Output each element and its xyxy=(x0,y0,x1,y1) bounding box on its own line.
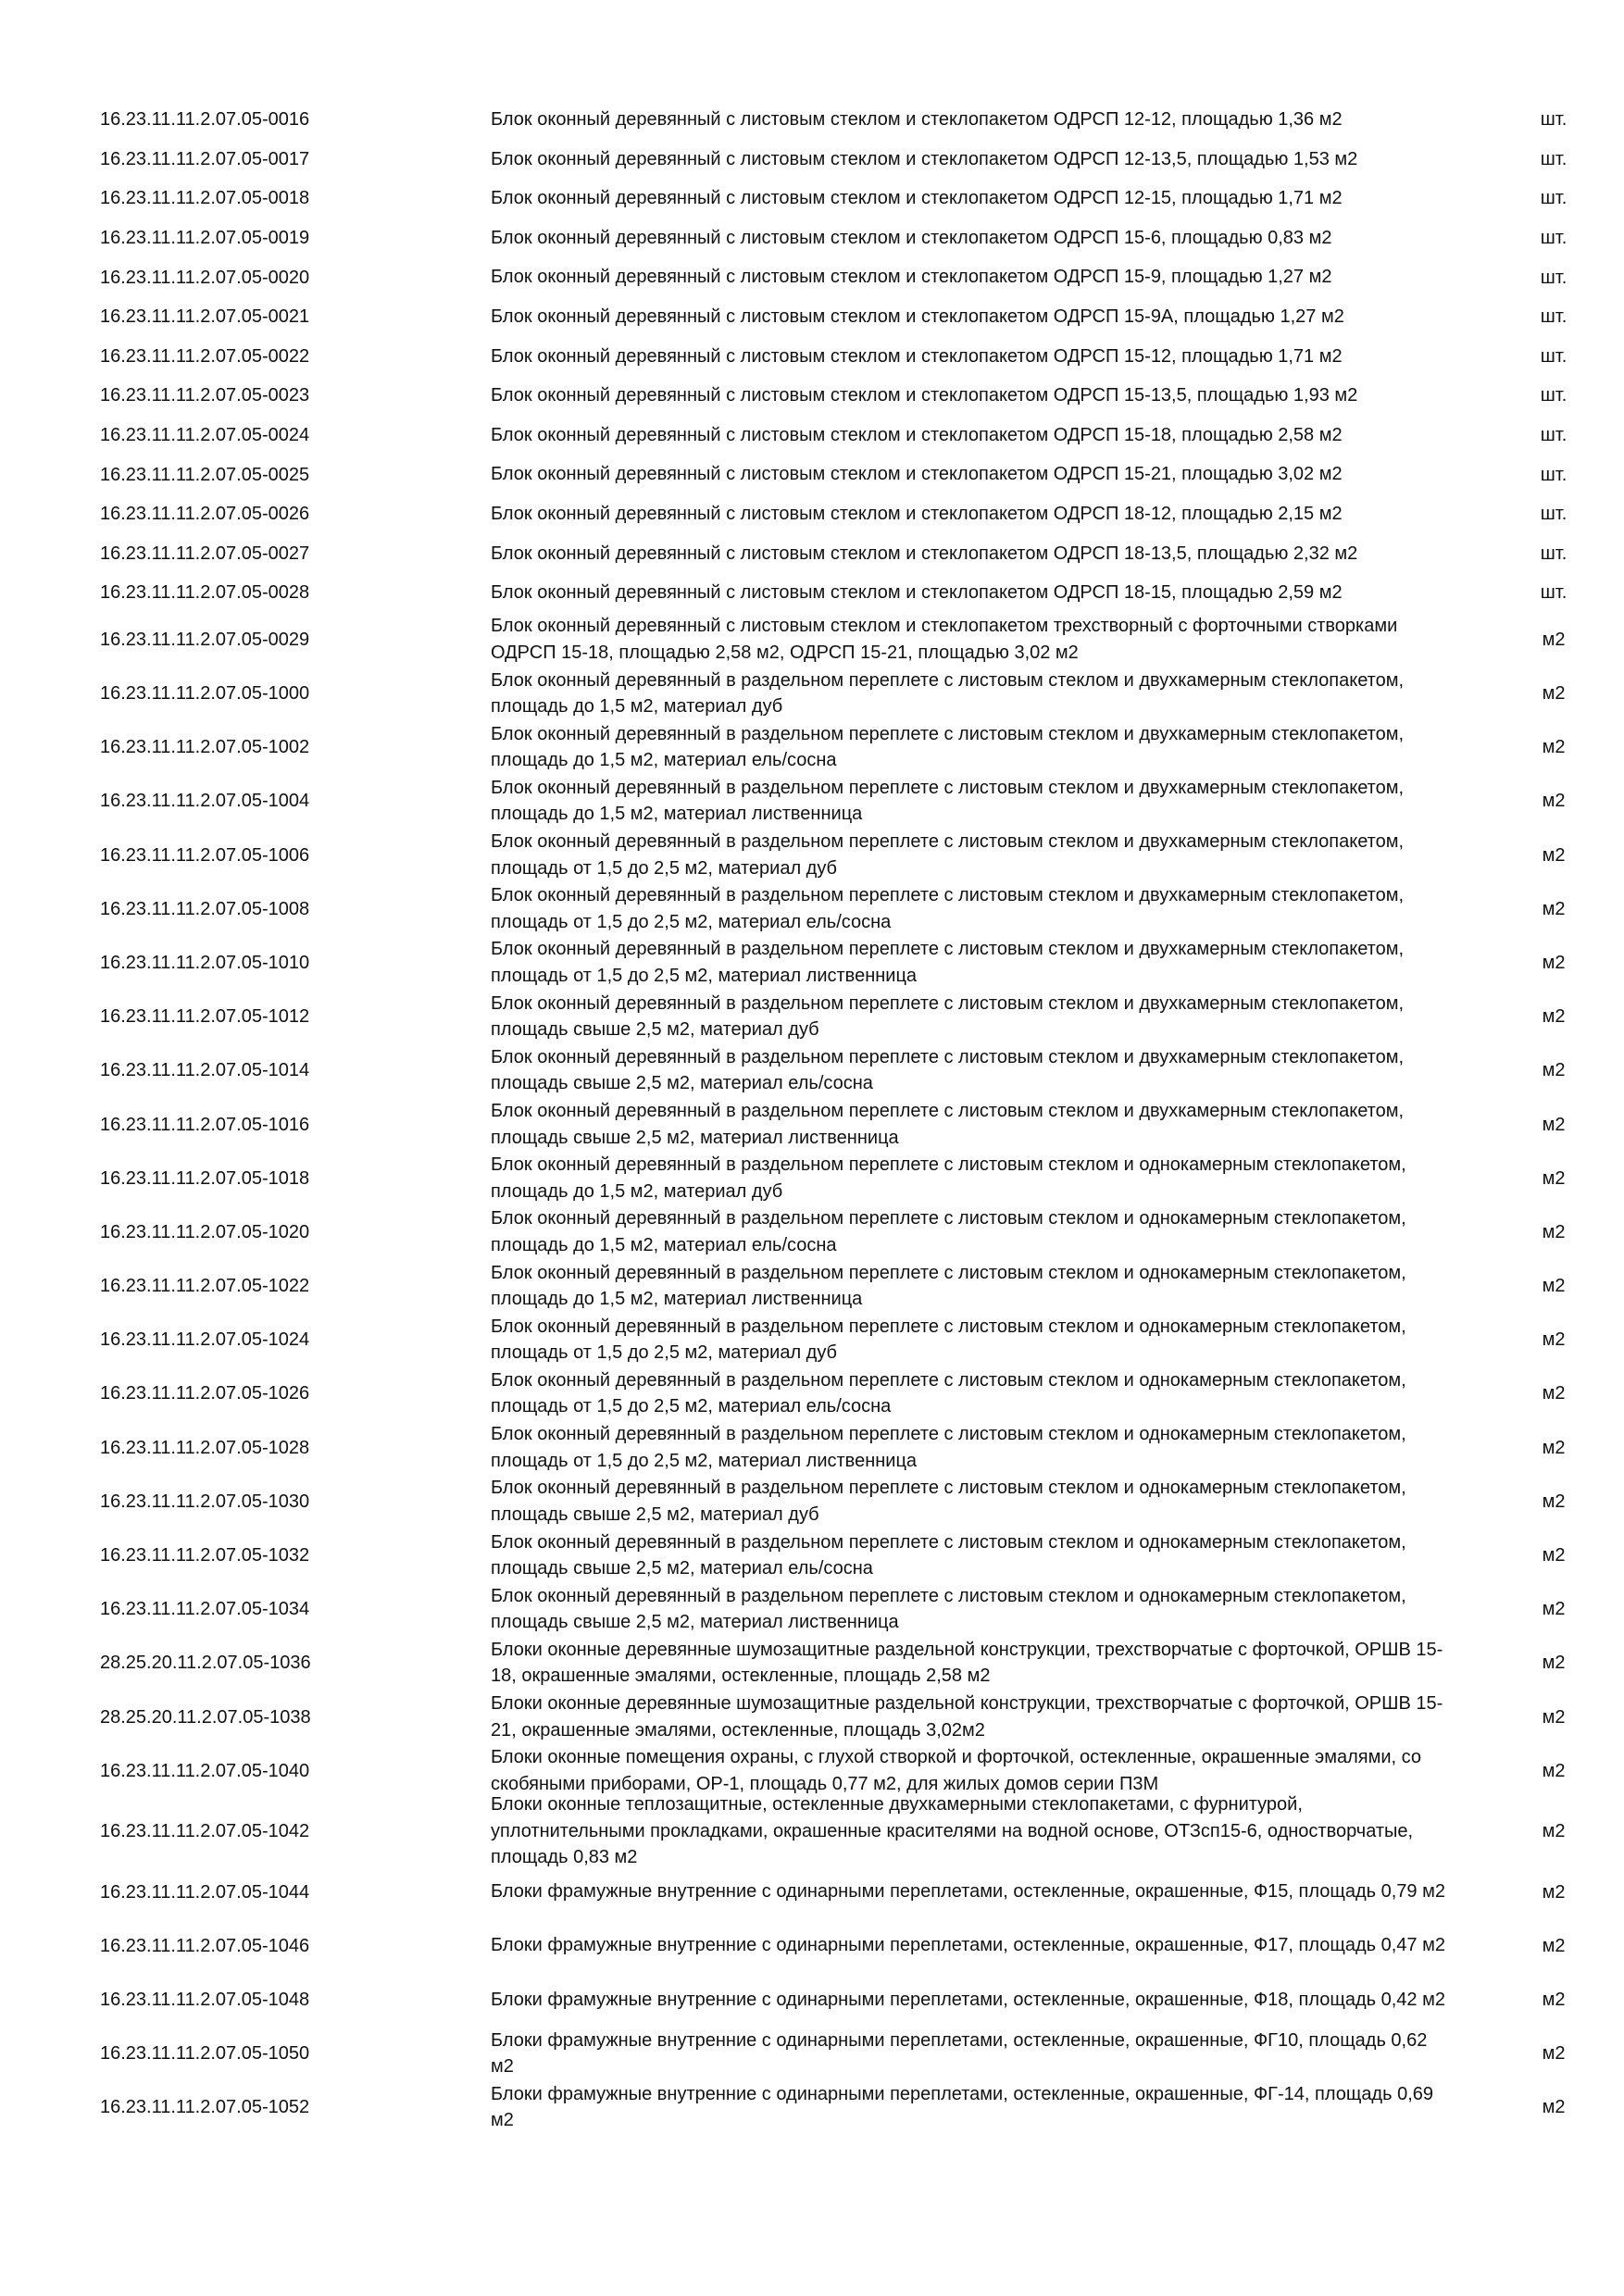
row-code: 16.23.11.11.2.07.05-0029 xyxy=(100,629,310,650)
row-name: Блоки оконные деревянные шумозащитные раздельной конструкции, трехстворчатые с форточкой, ОРШВ 15-21, окрашенные эмалями, остекленные, площадь 3,02м2 xyxy=(491,1693,1443,1741)
row-name: Блоки оконные помещения охраны, с глухой створкой и форточкой, остекленные, окрашенные эмалями, со скобяными приборами, ОР-1, площадь 0,77 м2, для жилых домов серии П3М xyxy=(491,1747,1422,1794)
row-unit: м2 xyxy=(1542,1760,1566,1781)
row-unit: м2 xyxy=(1542,1881,1566,1903)
price-table xyxy=(0,100,1624,2134)
row-code: 16.23.11.11.2.07.05-1026 xyxy=(100,1383,310,1404)
row-unit: шт. xyxy=(1540,188,1568,209)
row-code: 16.23.11.11.2.07.05-1052 xyxy=(100,2097,310,2118)
table-row xyxy=(0,100,1624,140)
row-unit: шт. xyxy=(1540,148,1568,169)
row-code: 16.23.11.11.2.07.05-1032 xyxy=(100,1545,310,1566)
table-row xyxy=(0,376,1624,416)
table-row xyxy=(0,1690,1624,1743)
table-row xyxy=(0,218,1624,258)
row-name: Блок оконный деревянный с листовым стеклом и стеклопакетом ОДРСП 15-21, площадью 3,02 м2 xyxy=(491,464,1343,485)
table-row xyxy=(0,534,1624,574)
table-row xyxy=(0,1475,1624,1529)
row-unit: м2 xyxy=(1542,1491,1566,1512)
row-code: 16.23.11.11.2.07.05-0025 xyxy=(100,464,310,485)
table-row xyxy=(0,2080,1624,2134)
row-name: Блок оконный деревянный в раздельном переплете с листовым стеклом и однокамерным стеклопакетом, площадь до 1,5 м2, материал ель/сосна xyxy=(491,1208,1406,1255)
row-code: 16.23.11.11.2.07.05-0024 xyxy=(100,425,310,446)
row-code: 16.23.11.11.2.07.05-0021 xyxy=(100,306,310,328)
row-name: Блок оконный деревянный в раздельном переплете с листовым стеклом и двухкамерным стеклопакетом, площадь до 1,5 м2, материал ель/сосна xyxy=(491,723,1405,771)
row-unit: шт. xyxy=(1540,385,1568,406)
row-unit: м2 xyxy=(1542,1114,1566,1135)
row-unit: м2 xyxy=(1542,1329,1566,1351)
row-unit: м2 xyxy=(1542,683,1566,704)
row-code: 16.23.11.11.2.07.05-1034 xyxy=(100,1599,310,1620)
row-name: Блок оконный деревянный в раздельном переплете с листовым стеклом и однокамерным стеклопакетом, площадь от 1,5 до 2,5 м2, материал дуб xyxy=(491,1316,1406,1364)
row-unit: м2 xyxy=(1542,952,1566,973)
row-unit: м2 xyxy=(1542,791,1566,812)
table-row xyxy=(0,1529,1624,1582)
row-code: 16.23.11.11.2.07.05-1022 xyxy=(100,1276,310,1297)
row-code: 16.23.11.11.2.07.05-1042 xyxy=(100,1821,310,1842)
row-name: Блоки фрамужные внутренние с одинарными переплетами, остекленные, окрашенные, Ф15, площадь 0,79 м2 xyxy=(491,1881,1445,1903)
table-row xyxy=(0,416,1624,455)
table-row xyxy=(0,1744,1624,1798)
table-row xyxy=(0,720,1624,774)
row-code: 16.23.11.11.2.07.05-1046 xyxy=(100,1935,310,1956)
table-row xyxy=(0,936,1624,990)
row-name: Блок оконный деревянный в раздельном переплете с листовым стеклом и двухкамерным стеклопакетом, площадь от 1,5 до 2,5 м2, материал дуб xyxy=(491,831,1405,879)
table-row xyxy=(0,1313,1624,1366)
table-row xyxy=(0,2027,1624,2080)
row-code: 16.23.11.11.2.07.05-1050 xyxy=(100,2043,310,2065)
row-code: 16.23.11.11.2.07.05-1024 xyxy=(100,1329,310,1351)
row-unit: шт. xyxy=(1540,425,1568,446)
row-code: 16.23.11.11.2.07.05-0027 xyxy=(100,543,310,564)
row-name: Блок оконный деревянный в раздельном переплете с листовым стеклом и двухкамерным стеклопакетом, площадь свыше 2,5 м2, материал дуб xyxy=(491,992,1405,1041)
row-code: 16.23.11.11.2.07.05-1014 xyxy=(100,1060,310,1081)
row-unit: шт. xyxy=(1540,109,1568,131)
table-row xyxy=(0,1582,1624,1636)
row-unit: шт. xyxy=(1540,504,1568,525)
row-name: Блок оконный деревянный с листовым стеклом и стеклопакетом трехстворный с форточными створками ОДРСП 15-18, площадью 2,58 м2, ОДРСП 15-21, площадью 3,02 м2 xyxy=(491,616,1398,663)
row-unit: м2 xyxy=(1542,1545,1566,1566)
row-code: 16.23.11.11.2.07.05-0028 xyxy=(100,582,310,604)
table-row xyxy=(0,1865,1624,1918)
row-unit: м2 xyxy=(1542,1060,1566,1081)
row-name: Блоки фрамужные внутренние с одинарными переплетами, остекленные, окрашенные, ФГ-14, площадь 0,69 м2 xyxy=(491,2083,1434,2131)
row-code: 16.23.11.11.2.07.05-1030 xyxy=(100,1491,310,1512)
row-code: 16.23.11.11.2.07.05-1012 xyxy=(100,1006,310,1028)
row-code: 28.25.20.11.2.07.05-1036 xyxy=(100,1653,311,1674)
row-unit: шт. xyxy=(1540,543,1568,564)
row-name: Блоки фрамужные внутренние с одинарными переплетами, остекленные, окрашенные, ФГ10, площадь 0,62 м2 xyxy=(491,2029,1428,2078)
row-unit: м2 xyxy=(1542,898,1566,919)
table-row xyxy=(0,667,1624,720)
table-row xyxy=(0,1152,1624,1205)
row-unit: шт. xyxy=(1540,345,1568,367)
row-code: 16.23.11.11.2.07.05-0017 xyxy=(100,148,310,169)
table-row xyxy=(0,1636,1624,1690)
table-row xyxy=(0,1919,1624,1973)
row-name: Блоки фрамужные внутренние с одинарными переплетами, остекленные, окрашенные, Ф18, площадь 0,42 м2 xyxy=(491,1989,1445,2010)
table-row xyxy=(0,882,1624,936)
table-row xyxy=(0,828,1624,881)
row-name: Блоки оконные деревянные шумозащитные раздельной конструкции, трехстворчатые с форточкой, ОРШВ 15-18, окрашенные эмалями, остекленные, площадь 2,58 м2 xyxy=(491,1639,1443,1687)
row-code: 16.23.11.11.2.07.05-1008 xyxy=(100,898,310,919)
row-code: 16.23.11.11.2.07.05-0022 xyxy=(100,345,310,367)
table-row xyxy=(0,1097,1624,1151)
row-unit: шт. xyxy=(1540,582,1568,604)
row-unit: шт. xyxy=(1540,267,1568,288)
row-name: Блок оконный деревянный с листовым стеклом и стеклопакетом ОДРСП 15-6, площадью 0,83 м2 xyxy=(491,227,1332,248)
table-row xyxy=(0,573,1624,613)
row-unit: м2 xyxy=(1542,1383,1566,1404)
row-name: Блок оконный деревянный с листовым стеклом и стеклопакетом ОДРСП 18-15, площадью 2,59 м2 xyxy=(491,582,1343,604)
row-name: Блок оконный деревянный с листовым стеклом и стеклопакетом ОДРСП 12-13,5, площадью 1,53 м2 xyxy=(491,148,1358,169)
row-code: 16.23.11.11.2.07.05-0023 xyxy=(100,385,310,406)
row-code: 16.23.11.11.2.07.05-0026 xyxy=(100,504,310,525)
row-unit: м2 xyxy=(1542,1167,1566,1189)
row-name: Блок оконный деревянный в раздельном переплете с листовым стеклом и двухкамерным стеклопакетом, площадь свыше 2,5 м2, материал ель/сосна xyxy=(491,1046,1405,1094)
row-code: 16.23.11.11.2.07.05-0020 xyxy=(100,267,310,288)
row-code: 16.23.11.11.2.07.05-0019 xyxy=(100,228,310,249)
row-unit: м2 xyxy=(1542,1989,1566,2010)
row-name: Блок оконный деревянный с листовым стеклом и стеклопакетом ОДРСП 15-13,5, площадью 1,93 м2 xyxy=(491,385,1358,406)
table-row xyxy=(0,613,1624,667)
row-name: Блок оконный деревянный с листовым стеклом и стеклопакетом ОДРСП 15-9, площадью 1,27 м2 xyxy=(491,267,1332,288)
row-name: Блок оконный деревянный в раздельном переплете с листовым стеклом и однокамерным стеклопакетом, площадь свыше 2,5 м2, материал лиственница xyxy=(491,1585,1406,1633)
row-code: 16.23.11.11.2.07.05-1010 xyxy=(100,952,310,973)
row-name: Блок оконный деревянный в раздельном переплете с листовым стеклом и двухкамерным стеклопакетом, площадь до 1,5 м2, материал дуб xyxy=(491,669,1405,717)
row-name: Блок оконный деревянный в раздельном переплете с листовым стеклом и двухкамерным стеклопакетом, площадь до 1,5 м2, материал лиственница xyxy=(491,777,1405,825)
table-row xyxy=(0,1205,1624,1259)
row-name: Блок оконный деревянный в раздельном переплете с листовым стеклом и однокамерным стеклопакетом, площадь до 1,5 м2, материал лиственница xyxy=(491,1262,1406,1310)
row-code: 16.23.11.11.2.07.05-1002 xyxy=(100,737,310,758)
row-unit: м2 xyxy=(1542,2097,1566,2118)
row-unit: шт. xyxy=(1540,464,1568,485)
row-code: 16.23.11.11.2.07.05-1020 xyxy=(100,1221,310,1242)
table-row xyxy=(0,1259,1624,1313)
row-code: 16.23.11.11.2.07.05-1048 xyxy=(100,1989,310,2010)
row-name: Блок оконный деревянный в раздельном переплете с листовым стеклом и двухкамерным стеклопакетом, площадь свыше 2,5 м2, материал лиственница xyxy=(491,1101,1405,1148)
row-name: Блок оконный деревянный с листовым стеклом и стеклопакетом ОДРСП 18-13,5, площадью 2,32 м2 xyxy=(491,543,1358,564)
table-row xyxy=(0,1421,1624,1475)
row-code: 16.23.11.11.2.07.05-1018 xyxy=(100,1167,310,1189)
table-row xyxy=(0,140,1624,180)
row-name: Блок оконный деревянный в раздельном переплете с листовым стеклом и однокамерным стеклопакетом, площадь от 1,5 до 2,5 м2, материал ель/сосна xyxy=(491,1369,1406,1417)
row-name: Блок оконный деревянный с листовым стеклом и стеклопакетом ОДРСП 18-12, площадью 2,15 м2 xyxy=(491,503,1343,524)
row-code: 16.23.11.11.2.07.05-1028 xyxy=(100,1437,310,1458)
row-unit: м2 xyxy=(1542,1006,1566,1028)
row-unit: м2 xyxy=(1542,844,1566,866)
row-unit: м2 xyxy=(1542,1706,1566,1728)
row-name: Блок оконный деревянный с листовым стеклом и стеклопакетом ОДРСП 15-12, площадью 1,71 м2 xyxy=(491,345,1343,367)
row-name: Блок оконный деревянный в раздельном переплете с листовым стеклом и однокамерным стеклопакетом, площадь свыше 2,5 м2, материал дуб xyxy=(491,1478,1406,1525)
row-unit: м2 xyxy=(1542,2043,1566,2065)
table-row xyxy=(0,1043,1624,1097)
table-row xyxy=(0,179,1624,218)
table-row xyxy=(0,494,1624,534)
row-unit: м2 xyxy=(1542,1653,1566,1674)
row-name: Блок оконный деревянный с листовым стеклом и стеклопакетом ОДРСП 15-9А, площадью 1,27 м2 xyxy=(491,306,1344,328)
row-name: Блок оконный деревянный в раздельном переплете с листовым стеклом и однокамерным стеклопакетом, площадь от 1,5 до 2,5 м2, материал лиственница xyxy=(491,1424,1406,1471)
table-row xyxy=(0,1973,1624,2027)
row-code: 28.25.20.11.2.07.05-1038 xyxy=(100,1706,311,1728)
row-unit: шт. xyxy=(1540,228,1568,249)
row-code: 16.23.11.11.2.07.05-1040 xyxy=(100,1760,310,1781)
row-code: 16.23.11.11.2.07.05-1006 xyxy=(100,844,310,866)
table-row xyxy=(0,1794,1624,1868)
row-name: Блок оконный деревянный с листовым стеклом и стеклопакетом ОДРСП 12-15, площадью 1,71 м2 xyxy=(491,188,1343,209)
table-row xyxy=(0,337,1624,377)
row-name: Блок оконный деревянный в раздельном переплете с листовым стеклом и двухкамерным стеклопакетом, площадь от 1,5 до 2,5 м2, материал лиственница xyxy=(491,939,1405,986)
row-name: Блок оконный деревянный с листовым стеклом и стеклопакетом ОДРСП 15-18, площадью 2,58 м2 xyxy=(491,424,1343,445)
table-row xyxy=(0,774,1624,828)
row-unit: м2 xyxy=(1542,1437,1566,1458)
row-name: Блоки оконные теплозащитные, остекленные двухкамерными стеклопакетами, с фурнитурой, уплотнительными прокладками, окрашенные красителями на водной основе, ОТЗсп15-6, одностворчатые, площадь 0,83 м2 xyxy=(491,1794,1414,1868)
table-row xyxy=(0,990,1624,1043)
row-unit: шт. xyxy=(1540,306,1568,328)
row-unit: м2 xyxy=(1542,1821,1566,1842)
table-row xyxy=(0,1366,1624,1420)
row-unit: м2 xyxy=(1542,737,1566,758)
row-code: 16.23.11.11.2.07.05-1016 xyxy=(100,1114,310,1135)
row-unit: м2 xyxy=(1542,1221,1566,1242)
row-code: 16.23.11.11.2.07.05-1004 xyxy=(100,791,310,812)
row-name: Блок оконный деревянный в раздельном переплете с листовым стеклом и однокамерным стеклопакетом, площадь свыше 2,5 м2, материал ель/сосна xyxy=(491,1531,1406,1578)
row-unit: м2 xyxy=(1542,629,1566,650)
table-row xyxy=(0,297,1624,337)
row-name: Блок оконный деревянный в раздельном переплете с листовым стеклом и двухкамерным стеклопакетом, площадь от 1,5 до 2,5 м2, материал ель/сосна xyxy=(491,885,1405,932)
row-code: 16.23.11.11.2.07.05-1000 xyxy=(100,683,310,704)
row-name: Блоки фрамужные внутренние с одинарными переплетами, остекленные, окрашенные, Ф17, площадь 0,47 м2 xyxy=(491,1935,1445,1956)
row-code: 16.23.11.11.2.07.05-0016 xyxy=(100,109,310,131)
row-unit: м2 xyxy=(1542,1935,1566,1956)
row-name: Блок оконный деревянный с листовым стеклом и стеклопакетом ОДРСП 12-12, площадью 1,36 м2 xyxy=(491,109,1343,131)
row-unit: м2 xyxy=(1542,1599,1566,1620)
row-code: 16.23.11.11.2.07.05-1044 xyxy=(100,1881,310,1903)
table-row xyxy=(0,455,1624,494)
row-name: Блок оконный деревянный в раздельном переплете с листовым стеклом и однокамерным стеклопакетом, площадь до 1,5 м2, материал дуб xyxy=(491,1154,1406,1202)
row-unit: м2 xyxy=(1542,1276,1566,1297)
table-row xyxy=(0,257,1624,297)
row-code: 16.23.11.11.2.07.05-0018 xyxy=(100,188,310,209)
